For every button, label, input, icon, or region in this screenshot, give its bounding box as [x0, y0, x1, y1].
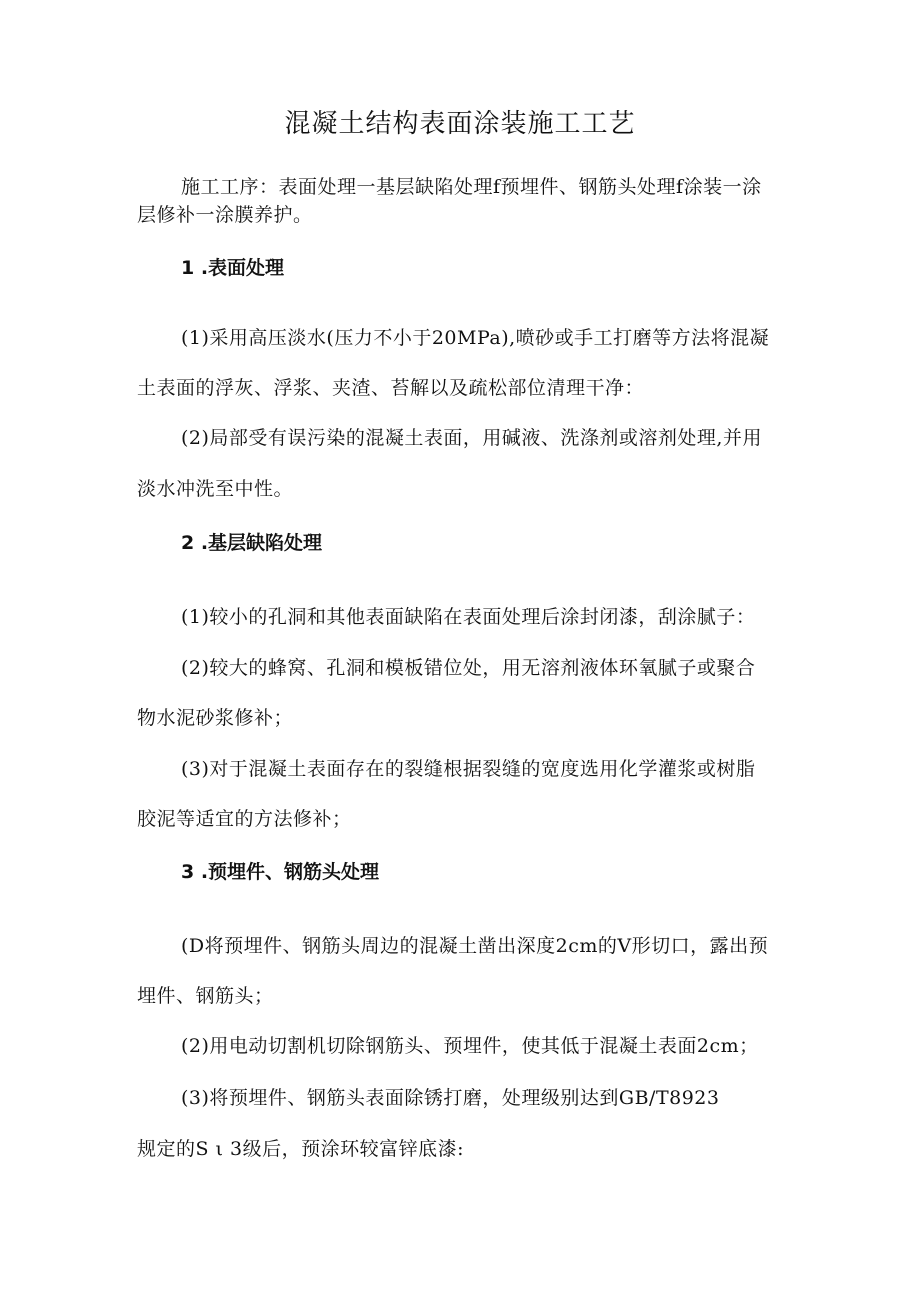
section-heading-2: 2 .基层缺陷处理	[181, 532, 323, 554]
section-2-item-3-line-2: 胶泥等适宜的方法修补；	[137, 808, 352, 830]
section-2-item-2-line-1: (2)较大的蜂窝、孔洞和模板错位处，用无溶剂液体环氧腻子或聚合	[181, 657, 756, 679]
section-2-item-3-line-1: (3)对于混凝土表面存在的裂缝根据裂缝的宽度选用化学灌浆或树脂	[181, 758, 756, 780]
page-title: 混凝土结构表面涂装施工工艺	[284, 109, 636, 139]
section-heading-3: 3 .预埋件、钢筋头处理	[181, 861, 380, 883]
section-3-item-1-line-2: 埋件、钢筋头；	[137, 985, 274, 1007]
section-heading-1: 1 .表面处理	[181, 257, 285, 279]
section-3-item-3-line-2: 规定的S ι 3级后，预涂环较富锌底漆:	[137, 1138, 465, 1160]
section-2-item-2-line-2: 物水泥砂浆修补；	[137, 707, 294, 729]
section-3-item-2-line-1: (2)用电动切割机切除钢筋头、预埋件，使其低于混凝土表面2cm；	[181, 1035, 759, 1057]
section-1-item-1-line-1: (1)采用高压淡水(压力不小于20MPa),喷砂或手工打磨等方法将混凝	[181, 327, 770, 349]
section-3-item-1-line-1: (D将预埋件、钢筋头周边的混凝土凿出深度2cm的V形切口，露出预	[181, 935, 769, 957]
section-1-item-2-line-2: 淡水冲洗至中性。	[137, 478, 294, 500]
intro-line-1: 施工工序：表面处理一基层缺陷处理f预埋件、钢筋头处理f涂装一涂	[181, 176, 762, 198]
section-1-item-2-line-1: (2)局部受有误污染的混凝土表面，用碱液、洗涤剂或溶剂处理,并用	[181, 427, 762, 449]
section-3-item-3-line-1: (3)将预埋件、钢筋头表面除锈打磨，处理级别达到GB/T8923	[181, 1087, 720, 1109]
intro-line-2: 层修补一涂膜养护。	[137, 204, 313, 226]
section-1-item-1-line-2: 土表面的浮灰、浮浆、夹渣、苔解以及疏松部位清理干净：	[137, 377, 645, 399]
section-2-item-1-line-1: (1)较小的孔洞和其他表面缺陷在表面处理后涂封闭漆，刮涂腻子：	[181, 606, 756, 628]
